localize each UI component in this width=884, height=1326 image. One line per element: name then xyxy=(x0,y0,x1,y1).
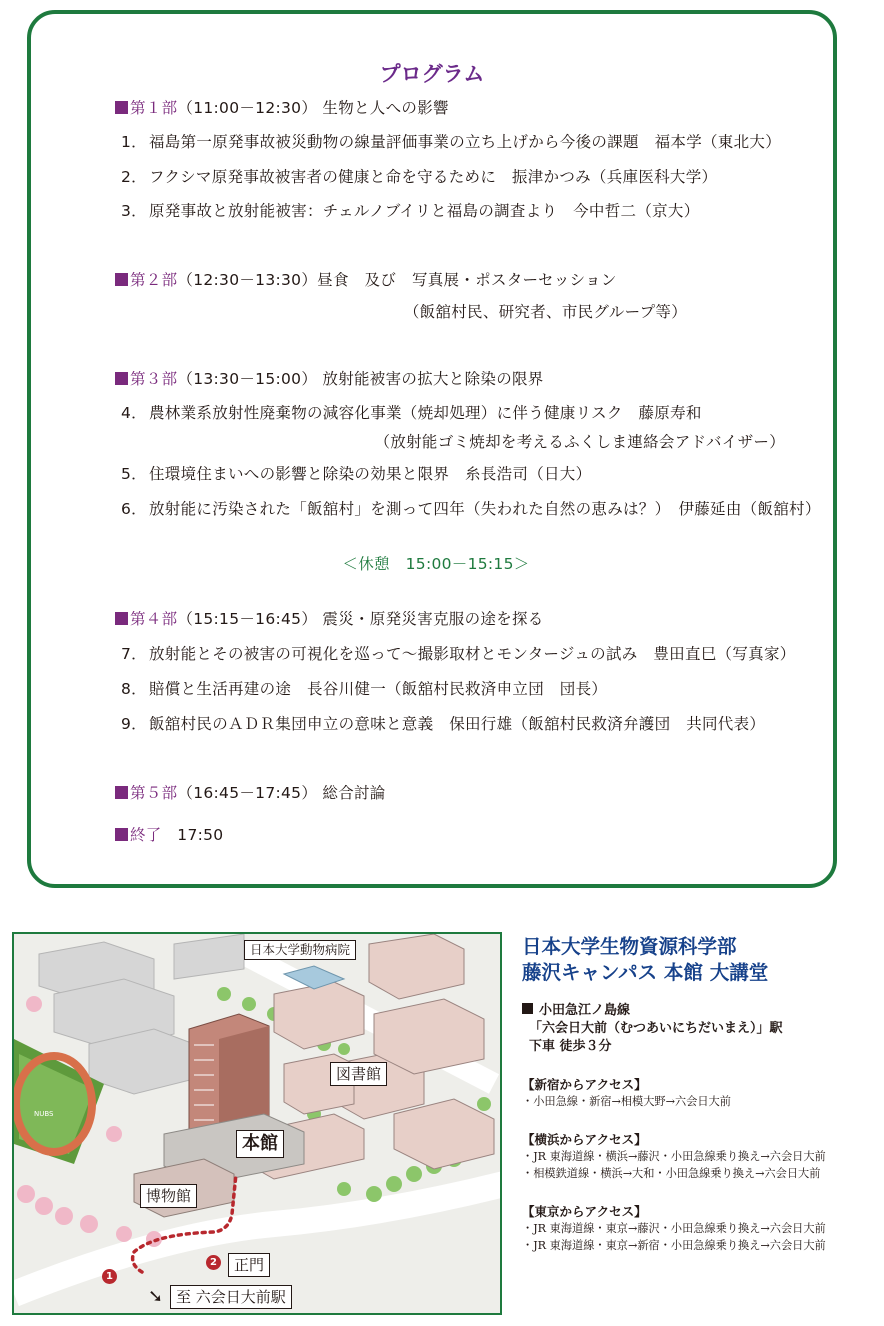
campus-map xyxy=(12,932,502,1315)
map-label-library: 図書館 xyxy=(330,1062,387,1086)
program-item: 5． 住環境住まいへの影響と除染の効果と限界 糸長浩司（日大） xyxy=(121,465,592,483)
route-line: ・JR 東海道線・東京→新宿・小田急線乗り換え→六会日大前 xyxy=(522,1239,826,1252)
square-bullet-icon xyxy=(115,101,128,114)
route-heading-yokohama: 【横浜からアクセス】 xyxy=(522,1132,647,1147)
square-bullet-icon xyxy=(115,273,128,286)
venue-name: 日本大学生物資源科学部 xyxy=(522,935,737,958)
route-heading-shinjuku: 【新宿からアクセス】 xyxy=(522,1077,647,1092)
field-label: NUBS xyxy=(34,1110,54,1118)
venue-hall: 藤沢キャンパス 本館 大講堂 xyxy=(522,961,769,984)
program-item: 2． フクシマ原発事故被害者の健康と命を守るために 振津かつみ（兵庫医科大学） xyxy=(121,168,718,186)
section-5-heading: 第５部（16:45－17:45） 総合討論 xyxy=(115,781,386,803)
break-time: ＜休憩 15:00－15:15＞ xyxy=(342,555,530,573)
section-4-heading: 第４部（15:15－16:45） 震災・原発災害克服の途を探る xyxy=(115,607,544,629)
program-item: 4． 農林業系放射性廃棄物の減容化事業（焼却処理）に伴う健康リスク 藤原寿和 xyxy=(121,404,702,422)
route-line: ・小田急線・新宿→相模大野→六会日大前 xyxy=(522,1095,731,1108)
section-1-heading: 第１部（11:00－12:30） 生物と人への影響 xyxy=(115,96,449,118)
program-item-continuation: （放射能ゴミ焼却を考えるふくしま連絡会アドバイザー） xyxy=(374,433,785,451)
arrow-down-right-icon: ➘ xyxy=(148,1286,164,1307)
map-label-museum: 博物館 xyxy=(140,1184,197,1208)
map-label-station: 至 六会日大前駅 xyxy=(170,1285,292,1309)
route-marker-1: 1 xyxy=(102,1269,117,1284)
square-bullet-icon xyxy=(522,1003,533,1014)
route-line: ・相模鉄道線・横浜→大和・小田急線乗り換え→六会日大前 xyxy=(522,1167,821,1180)
access-station: 「六会日大前（むつあいにちだいまえ）」駅 xyxy=(529,1021,783,1036)
square-bullet-icon xyxy=(115,372,128,385)
section-2-heading: 第２部（12:30－13:30）昼食 及び 写真展・ポスターセッション xyxy=(115,268,617,290)
route-marker-2: 2 xyxy=(206,1255,221,1270)
route-line: ・JR 東海道線・東京→藤沢・小田急線乗り換え→六会日大前 xyxy=(522,1222,826,1235)
square-bullet-icon xyxy=(115,786,128,799)
map-label-gate: 正門 xyxy=(228,1253,270,1277)
square-bullet-icon xyxy=(115,612,128,625)
map-label-honkan: 本館 xyxy=(236,1130,284,1158)
end-time: 終了 17:50 xyxy=(115,823,223,845)
program-item: 9． 飯舘村民のＡＤＲ集団申立の意味と意義 保田行雄（飯舘村民救済弁護団 共同代表） xyxy=(121,715,766,733)
square-bullet-icon xyxy=(115,828,128,841)
route-line: ・JR 東海道線・横浜→藤沢・小田急線乗り換え→六会日大前 xyxy=(522,1150,826,1163)
program-item: 8． 賠償と生活再建の途 長谷川健一（飯舘村民救済申立団 団長） xyxy=(121,680,608,698)
section-3-heading: 第３部（13:30－15:00） 放射能被害の拡大と除染の限界 xyxy=(115,367,544,389)
program-box xyxy=(27,10,837,888)
map-label-hospital: 日本大学動物病院 xyxy=(244,940,356,960)
program-item: 1． 福島第一原発事故被災動物の線量評価事業の立ち上げから今後の課題 福本学（東北大） xyxy=(121,133,782,151)
program-title: プログラム xyxy=(379,62,485,86)
access-walk: 下車 徒歩３分 xyxy=(529,1039,612,1054)
program-item: 3． 原発事故と放射能被害：チェルノブイリと福島の調査より 今中哲二（京大） xyxy=(121,202,700,220)
access-line: 小田急江ノ島線 xyxy=(522,1002,630,1019)
program-item: 7． 放射能とその被害の可視化を巡って～撮影取材とモンタージュの試み 豊田直巳（写真家） xyxy=(121,645,796,663)
section-2-continuation: （飯舘村民、研究者、市民グループ等） xyxy=(403,303,687,321)
route-heading-tokyo: 【東京からアクセス】 xyxy=(522,1204,647,1219)
program-item: 6． 放射能に汚染された「飯舘村」を測って四年（失われた自然の恵みは？） 伊藤延由（飯舘村） xyxy=(121,500,821,518)
